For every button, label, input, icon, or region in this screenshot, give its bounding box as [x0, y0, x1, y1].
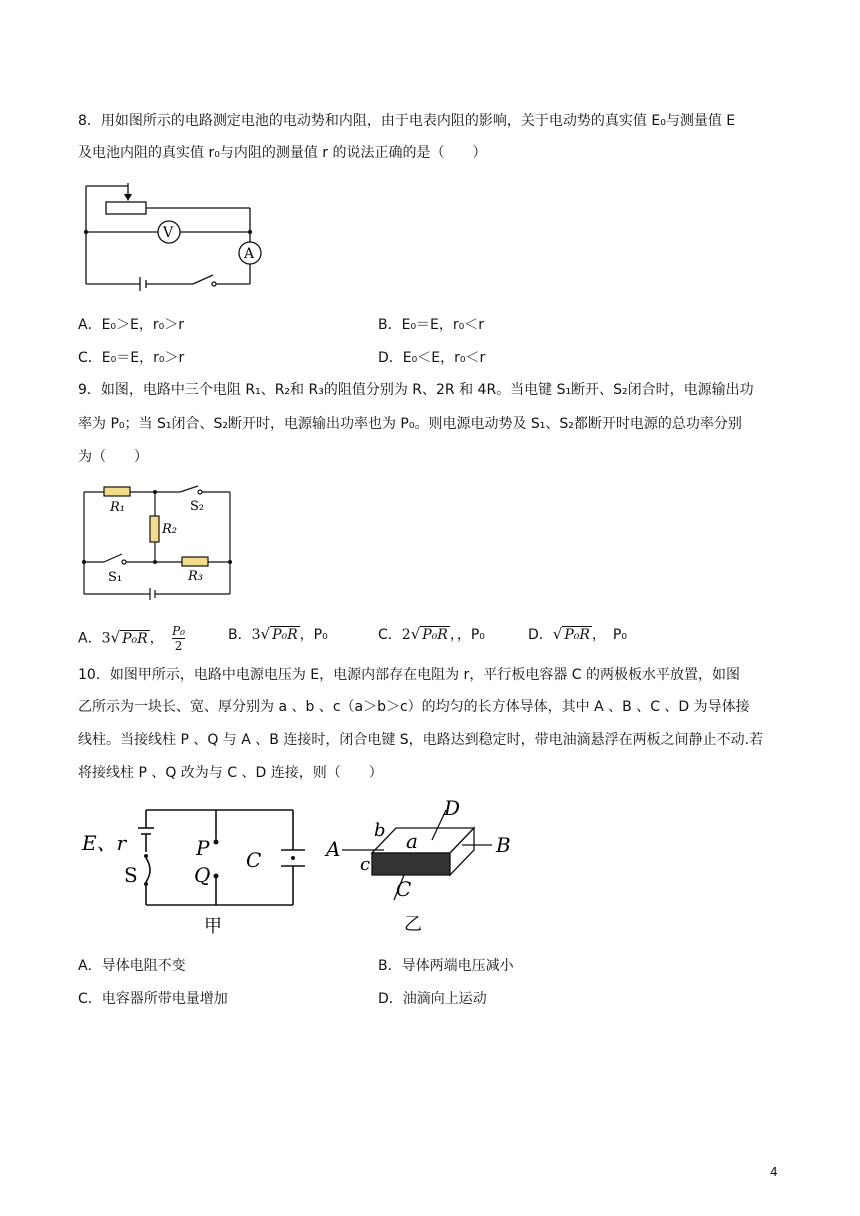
- yi-caption: 乙: [404, 914, 422, 935]
- q10-option-c[interactable]: C．电容器所带电量增加: [78, 991, 228, 1007]
- q10-stem-line4: 将接线柱 P 、Q 改为与 C 、D 连接，则（ ）: [78, 765, 383, 781]
- q9-option-c[interactable]: C．2√ P₀R ，，P₀: [378, 625, 485, 643]
- q10-stem-line1: 10．如图甲所示，电路中电源电压为 E，电源内部存在电阻为 r，平行板电容器 C 的两极板水平放置，如图: [78, 667, 740, 683]
- q9-stem-line1: 9．如图，电路中三个电阻 R₁、R₂和 R₃的阻值分别为 R、2R 和 4R。当电键 S₁断开、S₂闭合时，电源输出功: [78, 382, 754, 398]
- terminal-c-label: C: [396, 877, 412, 901]
- q9-stem-line2: 率为 P₀；当 S₁闭合、S₂断开时，电源输出功率也为 P₀。则电源电动势及 S₁、S₂都断开时电源的总功率分别: [78, 416, 742, 432]
- q8-option-c[interactable]: C．E₀＝E，r₀＞r: [78, 350, 185, 366]
- dimension-a-label: a: [406, 829, 418, 853]
- q9-option-d[interactable]: D．√ P₀R ， P₀: [528, 625, 627, 643]
- terminal-a-label: A: [326, 837, 341, 861]
- q8-circuit-diagram: [78, 180, 278, 300]
- page-number: 4: [770, 1165, 778, 1179]
- q8-stem-line2: 及电池内阻的真实值 r₀与内阻的测量值 r 的说法正确的是（ ）: [78, 145, 487, 161]
- dimension-b-label: b: [374, 820, 386, 841]
- q10-option-d[interactable]: D．油滴向上运动: [378, 991, 487, 1007]
- cap-label: C: [246, 848, 262, 872]
- source-label: E、r: [82, 831, 127, 855]
- q9-stem-line3: 为（ ）: [78, 449, 148, 465]
- jia-caption: 甲: [204, 916, 222, 937]
- terminal-b-label: B: [496, 833, 511, 857]
- q8-option-b[interactable]: B．E₀＝E，r₀＜r: [378, 317, 485, 333]
- q10-option-a[interactable]: A．导体电阻不变: [78, 958, 186, 974]
- q10-figure-jia: [78, 800, 318, 940]
- terminal-d-label: D: [444, 796, 461, 820]
- dimension-c-label: c: [360, 854, 371, 875]
- ammeter-label: A: [244, 246, 255, 262]
- q9-option-a[interactable]: A．3√ P₀R ， $\frac{\text{P₀}}{2}$: [78, 624, 185, 653]
- q9-option-b[interactable]: B．3√ P₀R ，P₀: [228, 625, 328, 643]
- q8-stem-line1: 8．用如图所示的电路测定电池的电动势和内阻，由于电表内阻的影响，关于电动势的真实值 E₀与测量值 E: [78, 113, 736, 129]
- r2-label: R₂: [162, 522, 177, 537]
- r3-label: R₃: [188, 569, 203, 584]
- q10-stem-line2: 乙所示为一块长、宽、厚分别为 a 、b 、c（a＞b＞c）的均匀的长方体导体，其中 A 、B 、C 、D 为导体接: [78, 699, 750, 715]
- s2-label: S₂: [190, 499, 205, 514]
- q8-option-a[interactable]: A．E₀＞E，r₀＞r: [78, 317, 185, 333]
- s1-label: S₁: [108, 570, 123, 585]
- q10-figure-yi: [322, 798, 522, 940]
- switch-label: S: [124, 863, 138, 887]
- q8-option-d[interactable]: D．E₀＜E，r₀＜r: [378, 350, 486, 366]
- q-label: Q: [194, 863, 211, 887]
- q10-option-b[interactable]: B．导体两端电压减小: [378, 958, 514, 974]
- q9-circuit-diagram: [78, 482, 248, 607]
- voltmeter-label: V: [163, 225, 174, 241]
- p-label: P: [196, 836, 210, 860]
- q10-stem-line3: 线柱。当接线柱 P 、Q 与 A 、B 连接时，闭合电键 S，电路达到稳定时，带电油滴悬浮在两板之间静止不动.若: [78, 732, 764, 748]
- r1-label: R₁: [110, 500, 125, 515]
